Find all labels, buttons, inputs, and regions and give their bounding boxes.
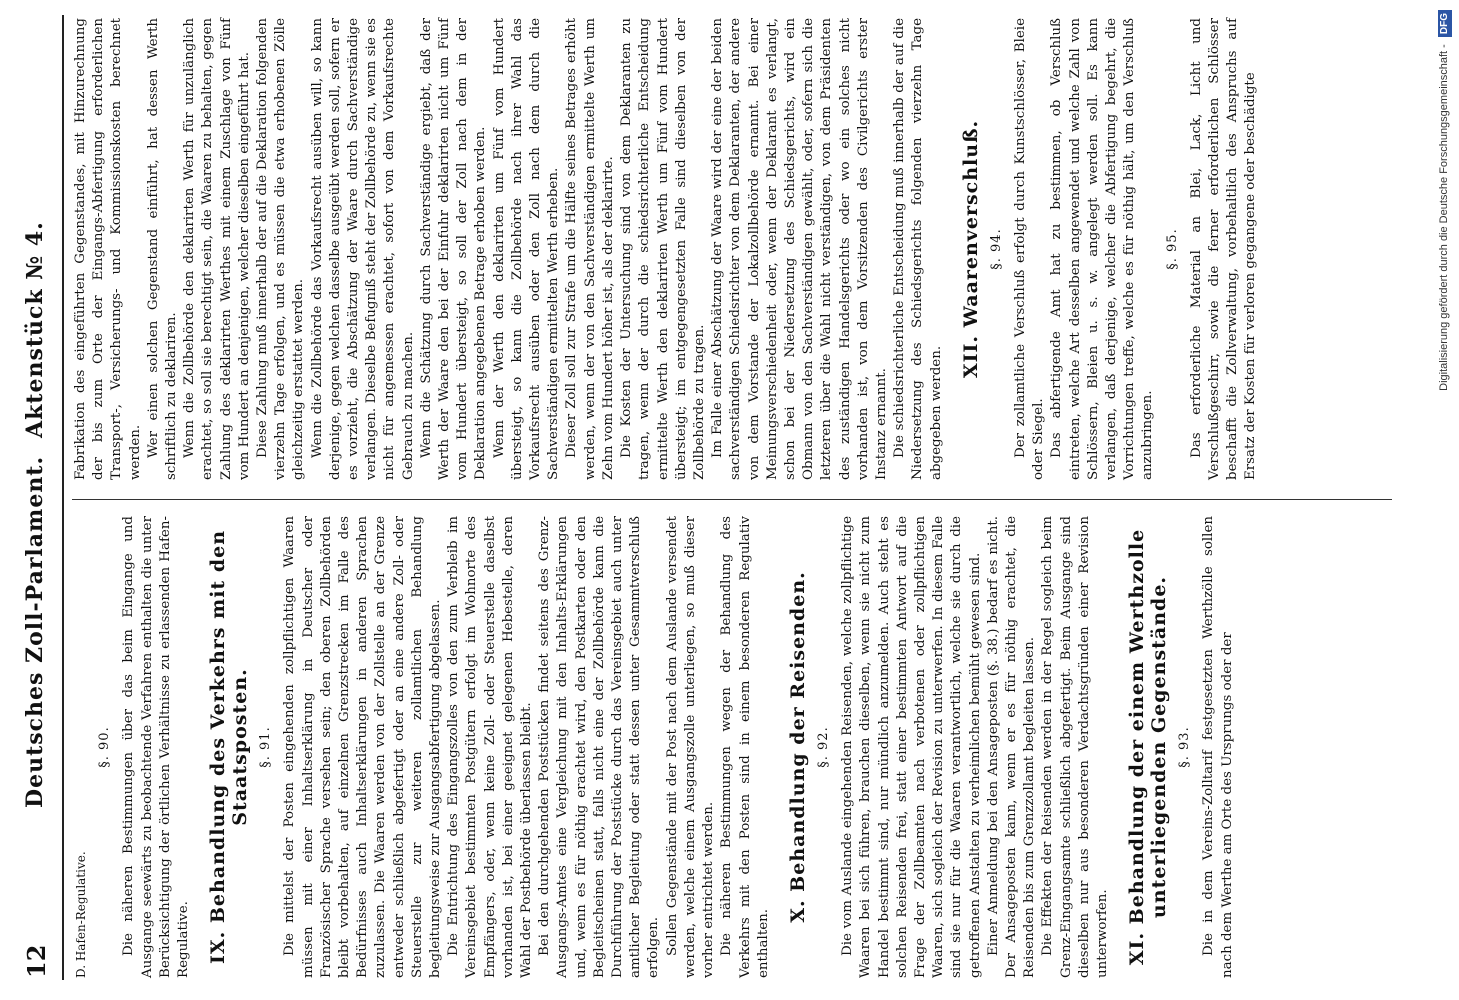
paragraph-number: §. 90. [97,726,113,768]
body-paragraph: Die näheren Bestimmungen über das beim Eingange und Ausgange seewärts zu beobachtende Verfahren enthalten die unter Berücksichtigung der örtlichen Verhältnisse zu erlassenden Hafen-Regulative. [121,516,192,978]
body-paragraph: Wenn die Zollbehörde den deklarirten Werth für unzulänglich erachtet, so soll sie berechtigt sein, die Waaren zu behalten, gegen Zahlung des deklarirten Werthes mit einem Zuschlage von Fünf vom Hundert an denjenigen, welcher dieselben eingeführt hat. [182,18,252,480]
running-title: Deutsches Zoll-Parlament. [22,455,48,808]
body-paragraph: Wenn der Werth den deklarirten um Fünf vom Hundert übersteigt, so kann die Zollbehörde nach ihrer Wahl das Vorkaufsrecht ausüben oder den Zoll nach dem durch die Sachverständigen ermittelten Werth erheben. [491,18,562,480]
body-paragraph: Einer Anmeldung bei den Ansageposten (§. 38.) bedarf es nicht. Der Ansageposten kann, wenn er es für nöthig erachtet, die Reisenden bis zum Grenzzollamt begleiten lassen. [985,516,1038,978]
body-paragraph: Die Kosten der Untersuchung sind von dem Deklaranten zu tragen, wenn der durch die schiedsrichterliche Entscheidung ermittelte Werth den deklarirten Werth um Fünf vom Hundert übersteigt; im entgegengesetzten Falle sind dieselben von der Zollbehörde zu tragen. [619,18,707,480]
body-paragraph: Fabrikation des eingeführten Gegenstandes, mit Hinzurechnung der bis zum Orte der Eingangs-Abfertigung erforderlichen Transport-, Versicherungs- und Kommissionskosten berechnet werden. [73,18,143,480]
body-paragraph: Das abfertigende Amt hat zu bestimmen, ob Verschluß eintreten, welche Art desselben angewendet und welche Zahl von Schlössern, Bleien u. s. w. angelegt werden soll. Es kann verlangen, daß derjenige, welcher die Abfertigung begehrt, die Vorrichtungen treffe, welche es für nöthig hält, um den Verschluß anzubringen. [1049,18,1156,480]
page-number: 12 [22,944,51,978]
body-paragraph: Die in dem Vereins-Zolltarif festgesetzten Werthzölle sollen nach dem Werthe am Orte des Ursprungs oder der [1201,516,1235,978]
body-paragraph: Sollen Gegenstände mit der Post nach dem Auslande versendet werden, welche einem Ausgangszolle unterliegen, so muß dieser vorher entrichtet werden. [664,516,717,978]
body-paragraph: Die vom Auslande eingehenden Reisenden, welche zollpflichtige Waaren bei sich führen, brauchen dieselben, wenn sie nicht zum Handel bestimmt sind, nur mündlich anzumelden. Auch steht es solchen Reisenden frei, statt einer bestimmten Antwort auf die Frage der Zollbeamten nach verbotenen oder zollpflichtigen Waaren, sich sogleich der Revision zu unterwerfen. In diesem Falle sind sie nur für die Waaren verantwortlich, welche sie durch die getroffenen Anstalten zu verheimlichen bemüht gewesen sind. [840,516,983,978]
subsection-label: D. Hafen-Regulative. [74,851,88,978]
section-heading: IX. Behandlung des Verkehrs mit den Staatsposten. [207,529,252,965]
body-paragraph: Das erforderliche Material an Blei, Lack, Licht und Verschlußgeschirr, sowie die ferner erforderlichen Schlösser beschafft die Zollverwaltung, vorbehaltlich des Anspruchs auf Ersatz der Kosten für verloren gegangene oder beschädigte [1188,18,1259,480]
body-paragraph: Wenn die Zollbehörde das Vorkaufsrecht ausüben will, so kann derjenige, gegen welchen dasselbe ausgeübt werden soll, sofern er es vorzieht, die Abschätzung der Waare durch Sachverständige verlangen. Dieselbe Befugniß steht der Zollbehörde zu, wenn sie es nicht für angemessen erachtet, sofort von dem Vorkaufsrechte Gebrauch zu machen. [309,18,416,480]
body-paragraph: Wenn die Schätzung durch Sachverständige ergiebt, daß der Werth der Waare den bei der Einfuhr deklarirten nicht um Fünf vom Hundert übersteigt, so soll der Zoll nach dem in der Deklaration angegebenen Betrage erhoben werden. [418,18,489,480]
paragraph-number: §. 94. [988,228,1004,270]
body-paragraph: Die Entrichtung des Eingangszolles von den zum Verbleib im Vereinsgebiet bestimmten Postgütern erfolgt im Wohnorte des Empfängers, oder, wenn keine Zoll- oder Steuerstelle daselbst vorhanden ist, bei einer geeignet gelegenen Hebestelle, deren Wahl der Postbehörde überlassen bleibt. [446,516,535,978]
body-paragraph: Die näheren Bestimmungen wegen der Behandlung des Verkehrs mit den Posten sind in einem besonderen Regulativ enthalten. [719,516,771,978]
section-heading: XII. Waarenverschluß. [959,119,982,379]
column-divider [72,499,1392,500]
body-paragraph: Bei den durchgehenden Poststücken findet seitens des Grenz-Ausgangs-Amtes eine Vergleichung mit den Inhalts-Erklärungen und, wenn es für nöthig erachtet wird, den Postkarten oder den Begleitscheinen statt, falls nicht eine der Zollbehörde kann die Durchführung der Poststücke durch das Vereinsgebiet auch unter amtlicher Begleitung oder statt dessen unter Gesammtverschluß erfolgen. [537,516,662,978]
left-column [72,516,1237,978]
body-paragraph: Die Effekten der Reisenden werden in der Regel sogleich beim Grenz-Eingangsamte schließlich abgefertigt. Beim Ausgange sind dieselben nur aus besonderen Verdachtsgründen einer Revision unterworfen. [1040,516,1110,978]
body-paragraph: Im Falle einer Abschätzung der Waare wird der eine der beiden sachverständigen Schiedsrichter von dem Deklaranten, der andere von dem Vorstande der Lokalzollbehörde ernannt. Bei einer Meinungsverschiedenheit oder, wenn der Deklarant es verlangt, schon bei der Niedersetzung des Schiedsgerichts, wird ein Obmann von den Sachverständigen gewählt, oder, sofern sich die letzteren über die Wahl nicht verständigen, von dem Präsidenten des zuständigen Handelsgerichts oder wo ein solches nicht vorhanden ist, von dem Vorsitzenden des Civilgerichts erster Instanz ernannt. [710,18,889,480]
page-header [14,18,58,978]
body-paragraph: Die schiedsrichterliche Entscheidung muß innerhalb der auf die Niedersetzung des Schiedsgerichts folgenden vierzehn Tage abgegeben werden. [892,18,944,480]
paragraph-number: §. 95. [1164,228,1180,270]
section-heading: XI. Behandlung der einem Werthzolle unterliegenden Gegenstände. [1126,528,1171,966]
dfg-logo: DFG [1438,10,1452,37]
right-column [72,18,1261,480]
paragraph-number: §. 92. [815,726,831,768]
paragraph-number: §. 91. [258,726,274,768]
section-heading: X. Behandlung der Reisenden. [786,571,809,923]
body-paragraph: Dieser Zoll soll zur Strafe um die Hälfte seines Betrages erhöht werden, wenn der von den Sachverständigen ermittelte Werth um Zehn vom Hundert höher ist, als der deklarirte. [564,18,616,480]
body-paragraph: Der zollamtliche Verschluß erfolgt durch Kunstschlösser, Bleie oder Siegel. [1012,18,1047,480]
body-paragraph: Diese Zahlung muß innerhalb der auf die Deklaration folgenden vierzehn Tage erfolgen, und es müssen die etwa erhobenen Zölle gleichzeitig erstattet werden. [255,18,307,480]
credit-text: Digitalisierung gefördert durch die Deutsche Forschungsgemeinschaft - [1438,44,1450,391]
running-title-right: Aktenstück № 4. [22,221,48,438]
header-rule [62,15,64,980]
body-paragraph: Die mittelst der Posten eingehenden zollpflichtigen Waaren müssen mit einer Inhaltserklärung in Deutscher oder Französischer Sprache versehen sein; den oberen Zollbehörden bleibt vorbehalten, auf einzelnen Grenzstrecken im Falle des Bedürfnisses auch Inhaltserklärungen in anderen Sprachen zuzulassen. Die Waaren werden von der Zollstelle an der Grenze entweder schließlich abgefertigt oder an eine andere Zoll- oder Steuerstelle zur weiteren zollamtlichen Behandlung begleitungsweise zur Ausgangsabfertigung abgelassen. [282,516,444,978]
body-paragraph: Wer einen solchen Gegenstand einführt, hat dessen Werth schriftlich zu deklariren. [145,18,180,480]
digitization-credit [1431,0,1453,1000]
paragraph-number: §. 93. [1177,726,1193,768]
